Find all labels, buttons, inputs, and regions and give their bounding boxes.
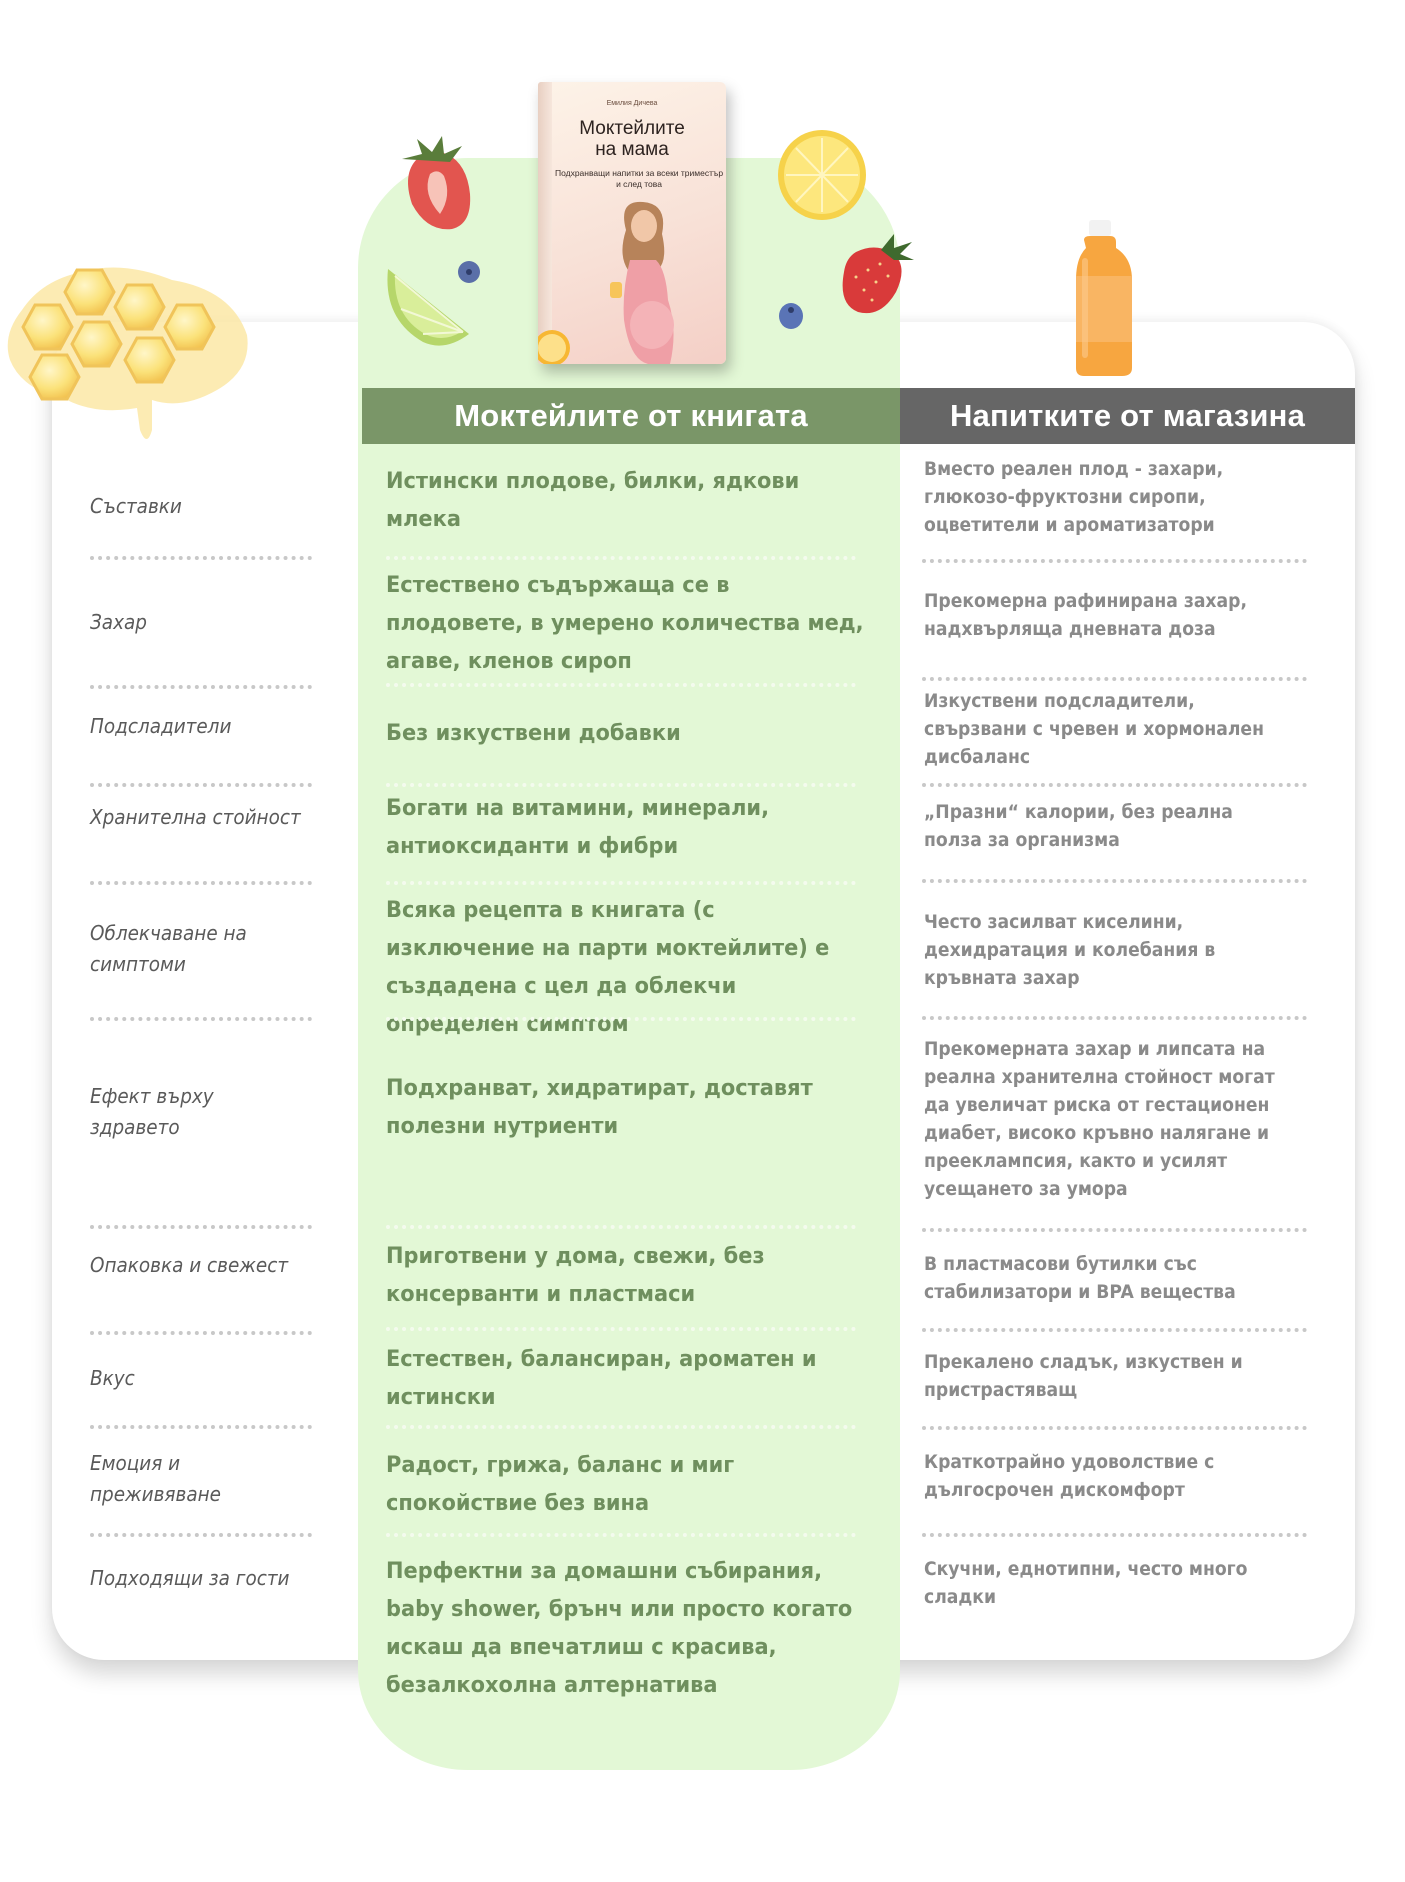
honeycomb-icon — [2, 250, 252, 450]
row-divider — [922, 879, 1307, 883]
row-divider — [90, 783, 312, 787]
row-divider — [922, 1328, 1307, 1332]
row-divider — [386, 683, 856, 687]
row-divider — [386, 783, 856, 787]
row-divider — [90, 1533, 312, 1537]
strawberry-icon — [392, 134, 482, 234]
store-cell: Скучни, еднотипни, често много сладки — [924, 1559, 1248, 1608]
row-divider — [922, 1228, 1307, 1232]
row-divider — [922, 1426, 1307, 1430]
lemon-slice-icon — [776, 128, 868, 222]
book-author: Емилия Дичева — [606, 100, 658, 107]
book-cell: Перфектни за домашни събирания, baby shower, брънч или просто когато искаш да впечатлиш с красива, безалкохолна алтернатива — [386, 1558, 853, 1698]
row-divider — [922, 677, 1307, 681]
row-divider — [90, 1017, 312, 1021]
book-cell: Приготвени у дома, свежи, без консерванти и пластмаси — [386, 1243, 765, 1307]
row-divider — [386, 1017, 856, 1021]
book-column-header: Моктейлите от книгата — [362, 388, 900, 444]
row-divider — [386, 1425, 856, 1429]
row-divider — [922, 1016, 1307, 1020]
book-cell: Естествено съдържаща се в плодовете, в умерено количества мед, агаве, кленов сироп — [386, 572, 864, 674]
strawberry-icon — [836, 232, 914, 316]
book-cell: Без изкуствени добавки — [386, 720, 681, 746]
row-divider — [90, 881, 312, 885]
book-cell: Радост, грижа, баланс и миг спокойствие без вина — [386, 1452, 735, 1516]
book-cell: Естествен, балансиран, ароматен и истински — [386, 1346, 817, 1410]
row-divider — [922, 1533, 1307, 1537]
row-divider — [386, 881, 856, 885]
blueberry-icon — [457, 260, 481, 284]
row-label: Захар — [90, 610, 147, 634]
row-divider — [386, 1225, 856, 1229]
book-cell: Истински плодове, билки, ядкови млека — [386, 468, 800, 532]
juice-bottle-icon — [1074, 218, 1136, 378]
store-cell: Краткотрайно удоволствие с дългосрочен дискомфорт — [924, 1452, 1215, 1501]
row-label: Хранителна стойност — [90, 805, 301, 829]
row-label: Опаковка и свежест — [90, 1253, 289, 1277]
store-cell: Прекомерна рафинирана захар, надхвърляща дневната доза — [924, 591, 1248, 640]
store-cell: Прекалено сладък, изкуствен и пристрастяващ — [924, 1352, 1243, 1401]
row-divider — [90, 1331, 312, 1335]
row-label: Подсладители — [90, 714, 232, 738]
row-divider — [90, 1225, 312, 1229]
pregnant-woman-illustration — [608, 200, 678, 364]
store-cell: Вместо реален плод - захари, глюкозо-фруктозни сиропи, оцветители и ароматизатори — [924, 459, 1224, 536]
book-title: Моктейлите на мама — [579, 118, 685, 160]
book-cell: Подхранват, хидратират, доставят полезни нутриенти — [386, 1075, 813, 1139]
row-divider — [386, 556, 856, 560]
book-cover-image — [538, 82, 726, 364]
row-divider — [922, 783, 1307, 787]
row-label: Облекчаване на симптоми — [90, 921, 247, 976]
row-divider — [90, 1425, 312, 1429]
row-divider — [386, 1327, 856, 1331]
book-cell: Всяка рецепта в книгата (с изключение на парти моктейлите) е създадена с цел да облекчи определен симптом — [386, 897, 830, 1037]
book-subtitle: Подхранващи напитки за всеки триместър и след това — [554, 168, 724, 189]
row-label: Ефект върху здравето — [90, 1084, 214, 1139]
store-cell: Изкуствени подсладители, свързвани с чревен и хормонален дисбаланс — [924, 691, 1265, 768]
blueberry-icon — [778, 302, 804, 330]
row-label: Емоция и преживяване — [90, 1451, 221, 1506]
row-label: Съставки — [90, 494, 182, 518]
row-divider — [90, 556, 312, 560]
store-column-header: Напитките от магазина — [900, 388, 1355, 444]
store-cell: Прекомерната захар и липсата на реална хранителна стойност могат да увеличат риска от гестационен диабет, високо кръвно налягане и прееклампсия, както и усилят усещането за умора — [924, 1039, 1275, 1200]
book-cell: Богати на витамини, минерали, антиоксиданти и фибри — [386, 795, 770, 859]
store-cell: В пластмасови бутилки със стабилизатори и BPA вещества — [924, 1254, 1236, 1303]
store-cell: „Празни“ калории, без реална полза за организма — [924, 802, 1233, 851]
row-divider — [386, 1533, 856, 1537]
row-divider — [922, 559, 1307, 563]
row-divider — [90, 685, 312, 689]
row-label: Подходящи за гости — [90, 1566, 290, 1590]
row-label: Вкус — [90, 1366, 135, 1390]
lemon-slice-icon — [538, 328, 572, 364]
store-cell: Често засилват киселини, дехидратация и колебания в кръвната захар — [924, 912, 1216, 989]
